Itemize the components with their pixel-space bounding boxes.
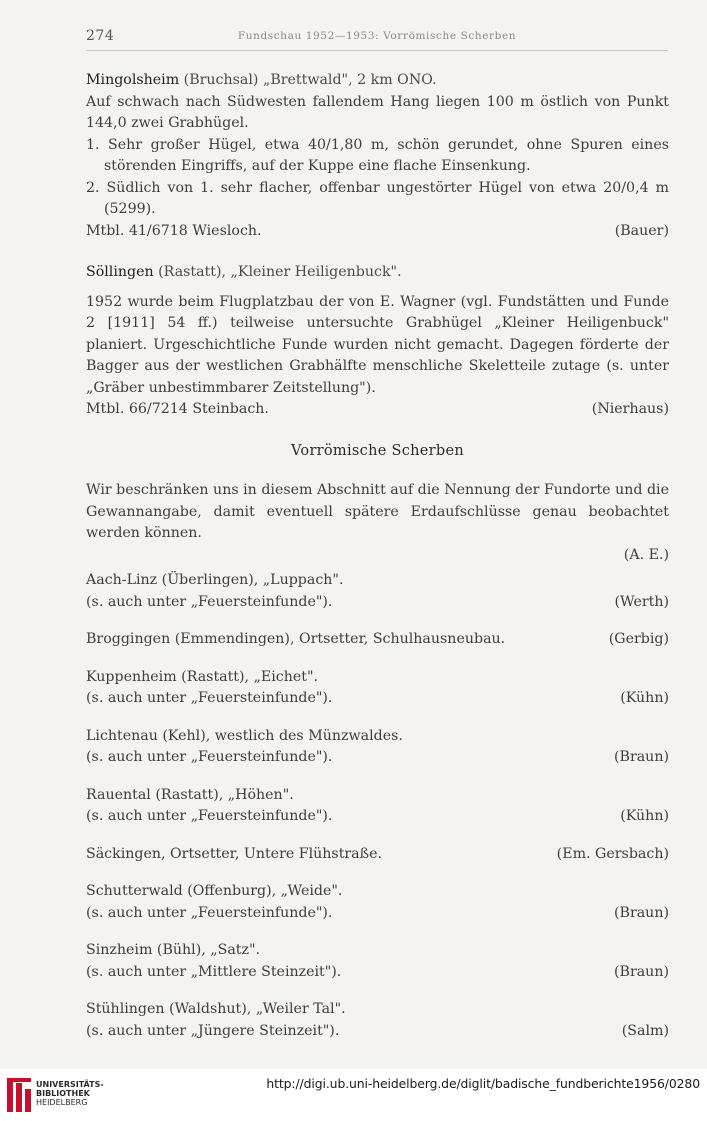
site-name: Stühlingen <box>86 1001 165 1017</box>
site-name: Aach-Linz <box>86 572 158 588</box>
footer <box>0 1069 707 1121</box>
author-credit: (Salm) <box>621 1022 669 1039</box>
site-location: (Überlingen), „Luppach". <box>157 572 344 588</box>
section-heading: Vorrömische Scherben <box>290 442 465 459</box>
entry-paragraph: 1952 wurde beim Flugplatzbau der von E. Wagner (vgl. Fundstätten und Funde 2 [1911] 54 ff.) teilweise untersuchte Grabhügel „Kleiner Heiligenbuck" planiert. Urgeschichtliche Funde wurden nicht gemacht. Dagegen förderte der Bagger aus der westlichen Grabhälfte menschliche Skeletteile zutage (s. unter „Gräber unbestimmbarer Zeitstellung"). <box>86 293 669 396</box>
source-url-link[interactable]: http://digi.ub.uni-heidelberg.de/diglit/badische_fundberichte1956/0280 <box>266 1076 700 1091</box>
site-location: (Bühl), „Satz". <box>152 942 260 958</box>
running-head <box>86 26 668 51</box>
intro-paragraph: Wir beschränken uns in diesem Abschnitt auf die Nennung der Fundorte und die Gewannangabe, damit eventuell spätere Erdaufschlüsse genau beobachtet werden können. <box>86 482 669 541</box>
numbered-item: 1. Sehr großer Hügel, etwa 40/1,80 m, schön gerundet, ohne Spuren eines störenden Eingriffs, auf der Kuppe eine flache Einsenkung. <box>86 136 669 174</box>
entry-soellingen <box>86 262 669 421</box>
site-name: Lichtenau <box>86 727 158 744</box>
author-credit: (Werth) <box>614 593 669 610</box>
site-location: (Kehl), westlich des Münzwaldes. <box>157 727 403 744</box>
list-item <box>86 844 669 866</box>
site-location: (Rastatt), „Eichet". <box>176 668 319 685</box>
list-item <box>86 785 669 828</box>
cross-reference: (s. auch unter „Mittlere Steinzeit"). <box>86 963 342 980</box>
author-credit: (Kühn) <box>620 690 669 706</box>
author-credit: (Braun) <box>613 963 669 980</box>
author-credit: (Em. Gersbach) <box>556 845 669 862</box>
cross-reference: (s. auch unter „Jüngere Steinzeit"). <box>86 1022 340 1039</box>
map-reference: Mtbl. 66/7214 Steinbach. <box>86 401 269 417</box>
site-name: Rauental <box>86 786 151 803</box>
section-intro <box>86 480 669 566</box>
site-name: Schutterwald <box>86 883 183 899</box>
site-location: (Emmendingen), Ortsetter, Schulhausneubau. <box>170 631 506 647</box>
site-location: (Offenburg), „Weide". <box>182 883 343 899</box>
cross-reference: (s. auch unter „Feuersteinfunde"). <box>86 593 333 610</box>
cross-reference: (s. auch unter „Feuersteinfunde"). <box>86 690 333 706</box>
site-location: (Bruchsal) „Brettwald", 2 km ONO. <box>179 72 437 88</box>
page-number: 274 <box>86 28 115 44</box>
site-name: Kuppenheim <box>86 668 177 685</box>
list-item <box>86 726 669 769</box>
numbered-item: 2. Südlich von 1. sehr flacher, offenbar ungestörter Hügel von etwa 20/0,4 m (5299). <box>86 179 669 217</box>
entry-paragraph: Auf schwach nach Südwesten fallendem Hang liegen 100 m östlich von Punkt 144,0 zwei Grabhügel. <box>86 93 669 131</box>
cross-reference: (s. auch unter „Feuersteinfunde"). <box>86 749 333 765</box>
site-location: (Rastatt), „Kleiner Heiligenbuck". <box>153 264 402 280</box>
site-name: Söllingen <box>86 264 154 280</box>
running-title: Fundschau 1952—1953: Vorrömische Scherben <box>237 30 517 42</box>
author-credit: (Braun) <box>613 904 669 921</box>
site-location: (Rastatt), „Höhen". <box>150 786 294 803</box>
author-credit: (A. E.) <box>623 546 669 563</box>
list-item <box>86 940 669 983</box>
author-credit: (Gerbig) <box>608 631 669 647</box>
entry-mingolsheim <box>86 70 669 242</box>
site-location: (Waldshut), „Weiler Tal". <box>164 1001 346 1017</box>
cross-reference: (s. auch unter „Feuersteinfunde"). <box>86 904 333 921</box>
author-credit: (Nierhaus) <box>591 401 669 417</box>
list-item <box>86 999 669 1042</box>
site-name: Sinzheim <box>86 942 153 958</box>
site-name: Säckingen, <box>86 845 166 862</box>
cross-reference: (s. auch unter „Feuersteinfunde"). <box>86 808 333 824</box>
author-credit: (Braun) <box>613 749 669 765</box>
site-name: Broggingen <box>86 631 171 647</box>
library-logo-icon <box>6 1077 32 1113</box>
list-item <box>86 667 669 710</box>
author-credit: (Kühn) <box>620 808 669 824</box>
list-item <box>86 629 669 651</box>
site-name: Mingolsheim <box>86 72 180 88</box>
author-credit: (Bauer) <box>614 222 669 239</box>
library-logo-text: UNIVERSITÄTS- BIBLIOTHEK HEIDELBERG <box>36 1080 104 1107</box>
map-reference: Mtbl. 41/6718 Wiesloch. <box>86 222 262 239</box>
list-item <box>86 881 669 924</box>
list-item <box>86 570 669 613</box>
site-location: Ortsetter, Untere Flühstraße. <box>165 845 383 862</box>
page-content <box>86 70 669 1058</box>
